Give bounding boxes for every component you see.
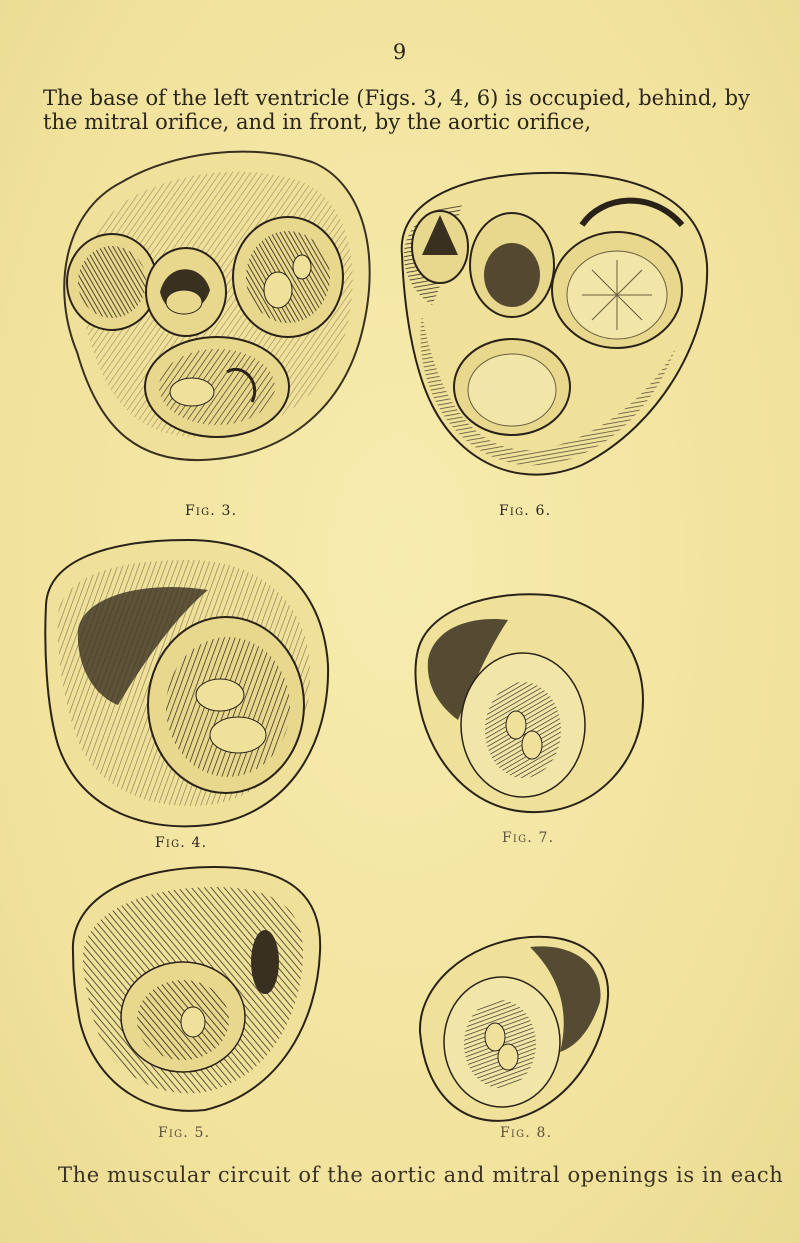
body-text-line-2: the mitral orifice, and in front, by the aortic orifice, [43,110,591,134]
figure-8-illustration [410,932,615,1127]
figure-6-illustration [392,165,712,495]
body-text-bottom-line: The muscular circuit of the aortic and mitral openings is in each [58,1163,784,1187]
body-text-line-1: The base of the left ventricle (Figs. 3, 4, 6) is occupied, behind, by [43,86,750,110]
figure-7-illustration [398,590,648,820]
figure-7-caption: Fig. 7. [502,830,555,846]
figure-4-illustration [38,535,333,830]
page-number: 9 [392,40,408,64]
figure-4-caption: Fig. 4. [155,835,208,851]
figure-5-illustration [65,862,325,1117]
figure-8-caption: Fig. 8. [500,1125,553,1141]
figure-3-caption: Fig. 3. [185,503,238,519]
figure-6-caption: Fig. 6. [499,503,552,519]
figure-5-caption: Fig. 5. [158,1125,211,1141]
figure-3-illustration [52,142,377,472]
